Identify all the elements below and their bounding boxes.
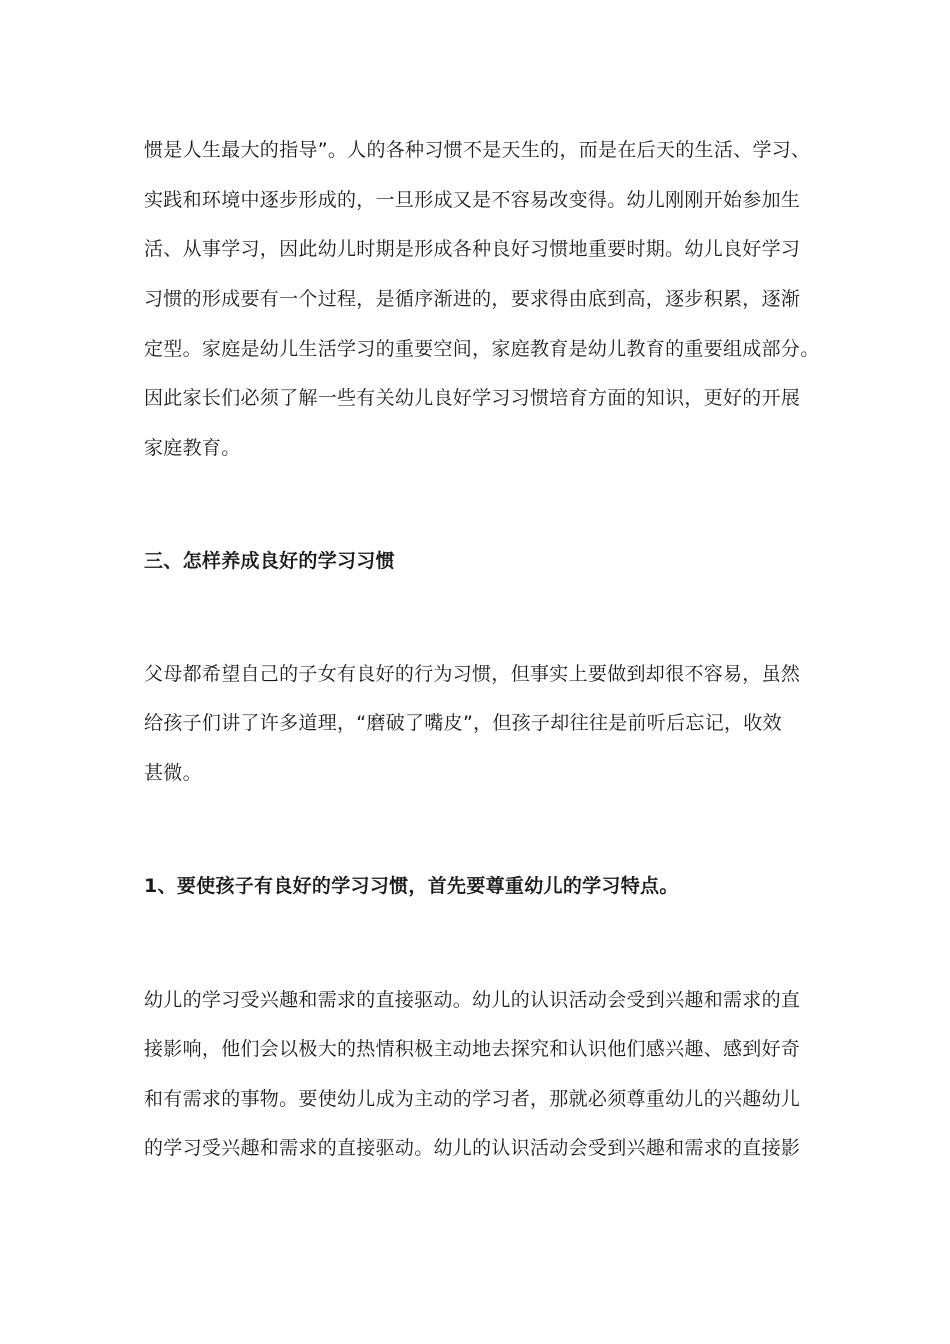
paragraph-1-line-5: 定型。家庭是幼儿生活学习的重要空间，家庭教育是幼儿教育的重要组成部分。 <box>144 338 820 360</box>
paragraph-1-line-3: 活、从事学习，因此幼儿时期是形成各种良好习惯地重要时期。幼儿良好学习 <box>144 238 801 260</box>
paragraph-3-line-4: 的学习受兴趣和需求的直接驱动。幼儿的认识活动会受到兴趣和需求的直接影 <box>144 1137 801 1159</box>
paragraph-1-line-4: 习惯的形成要有一个过程，是循序渐进的，要求得由底到高，逐步积累，逐渐 <box>144 288 801 310</box>
section-heading: 三、怎样养成良好的学习习惯 <box>144 550 395 572</box>
paragraph-1-line-2: 实践和环境中逐步形成的，一旦形成又是不容易改变得。幼儿刚刚开始参加生 <box>144 189 801 211</box>
paragraph-2-line-2: 给孩子们讲了许多道理，“磨破了嘴皮”，但孩子却往往是前听后忘记，收效 <box>144 712 782 734</box>
paragraph-2-line-1: 父母都希望自己的子女有良好的行为习惯，但事实上要做到却很不容易，虽然 <box>144 663 801 685</box>
paragraph-1-line-1: 惯是人生最大的指导”。人的各种习惯不是天生的，而是在后天的生活、学习、 <box>144 139 811 161</box>
paragraph-2-line-3: 甚微。 <box>144 762 202 784</box>
subheading-1: 1、要使孩子有良好的学习习惯，首先要尊重幼儿的学习特点。 <box>144 875 679 897</box>
paragraph-3-line-3: 和有需求的事物。要使幼儿成为主动的学习者，那就必须尊重幼儿的兴趣幼儿 <box>144 1088 801 1110</box>
paragraph-1-line-6: 因此家长们必须了解一些有关幼儿良好学习习惯培育方面的知识，更好的开展 <box>144 387 801 409</box>
paragraph-3-line-1: 幼儿的学习受兴趣和需求的直接驱动。幼儿的认识活动会受到兴趣和需求的直 <box>144 989 801 1011</box>
paragraph-1-line-7: 家庭教育。 <box>144 437 241 459</box>
paragraph-3-line-2: 接影响，他们会以极大的热情积极主动地去探究和认识他们感兴趣、感到好奇 <box>144 1038 801 1060</box>
